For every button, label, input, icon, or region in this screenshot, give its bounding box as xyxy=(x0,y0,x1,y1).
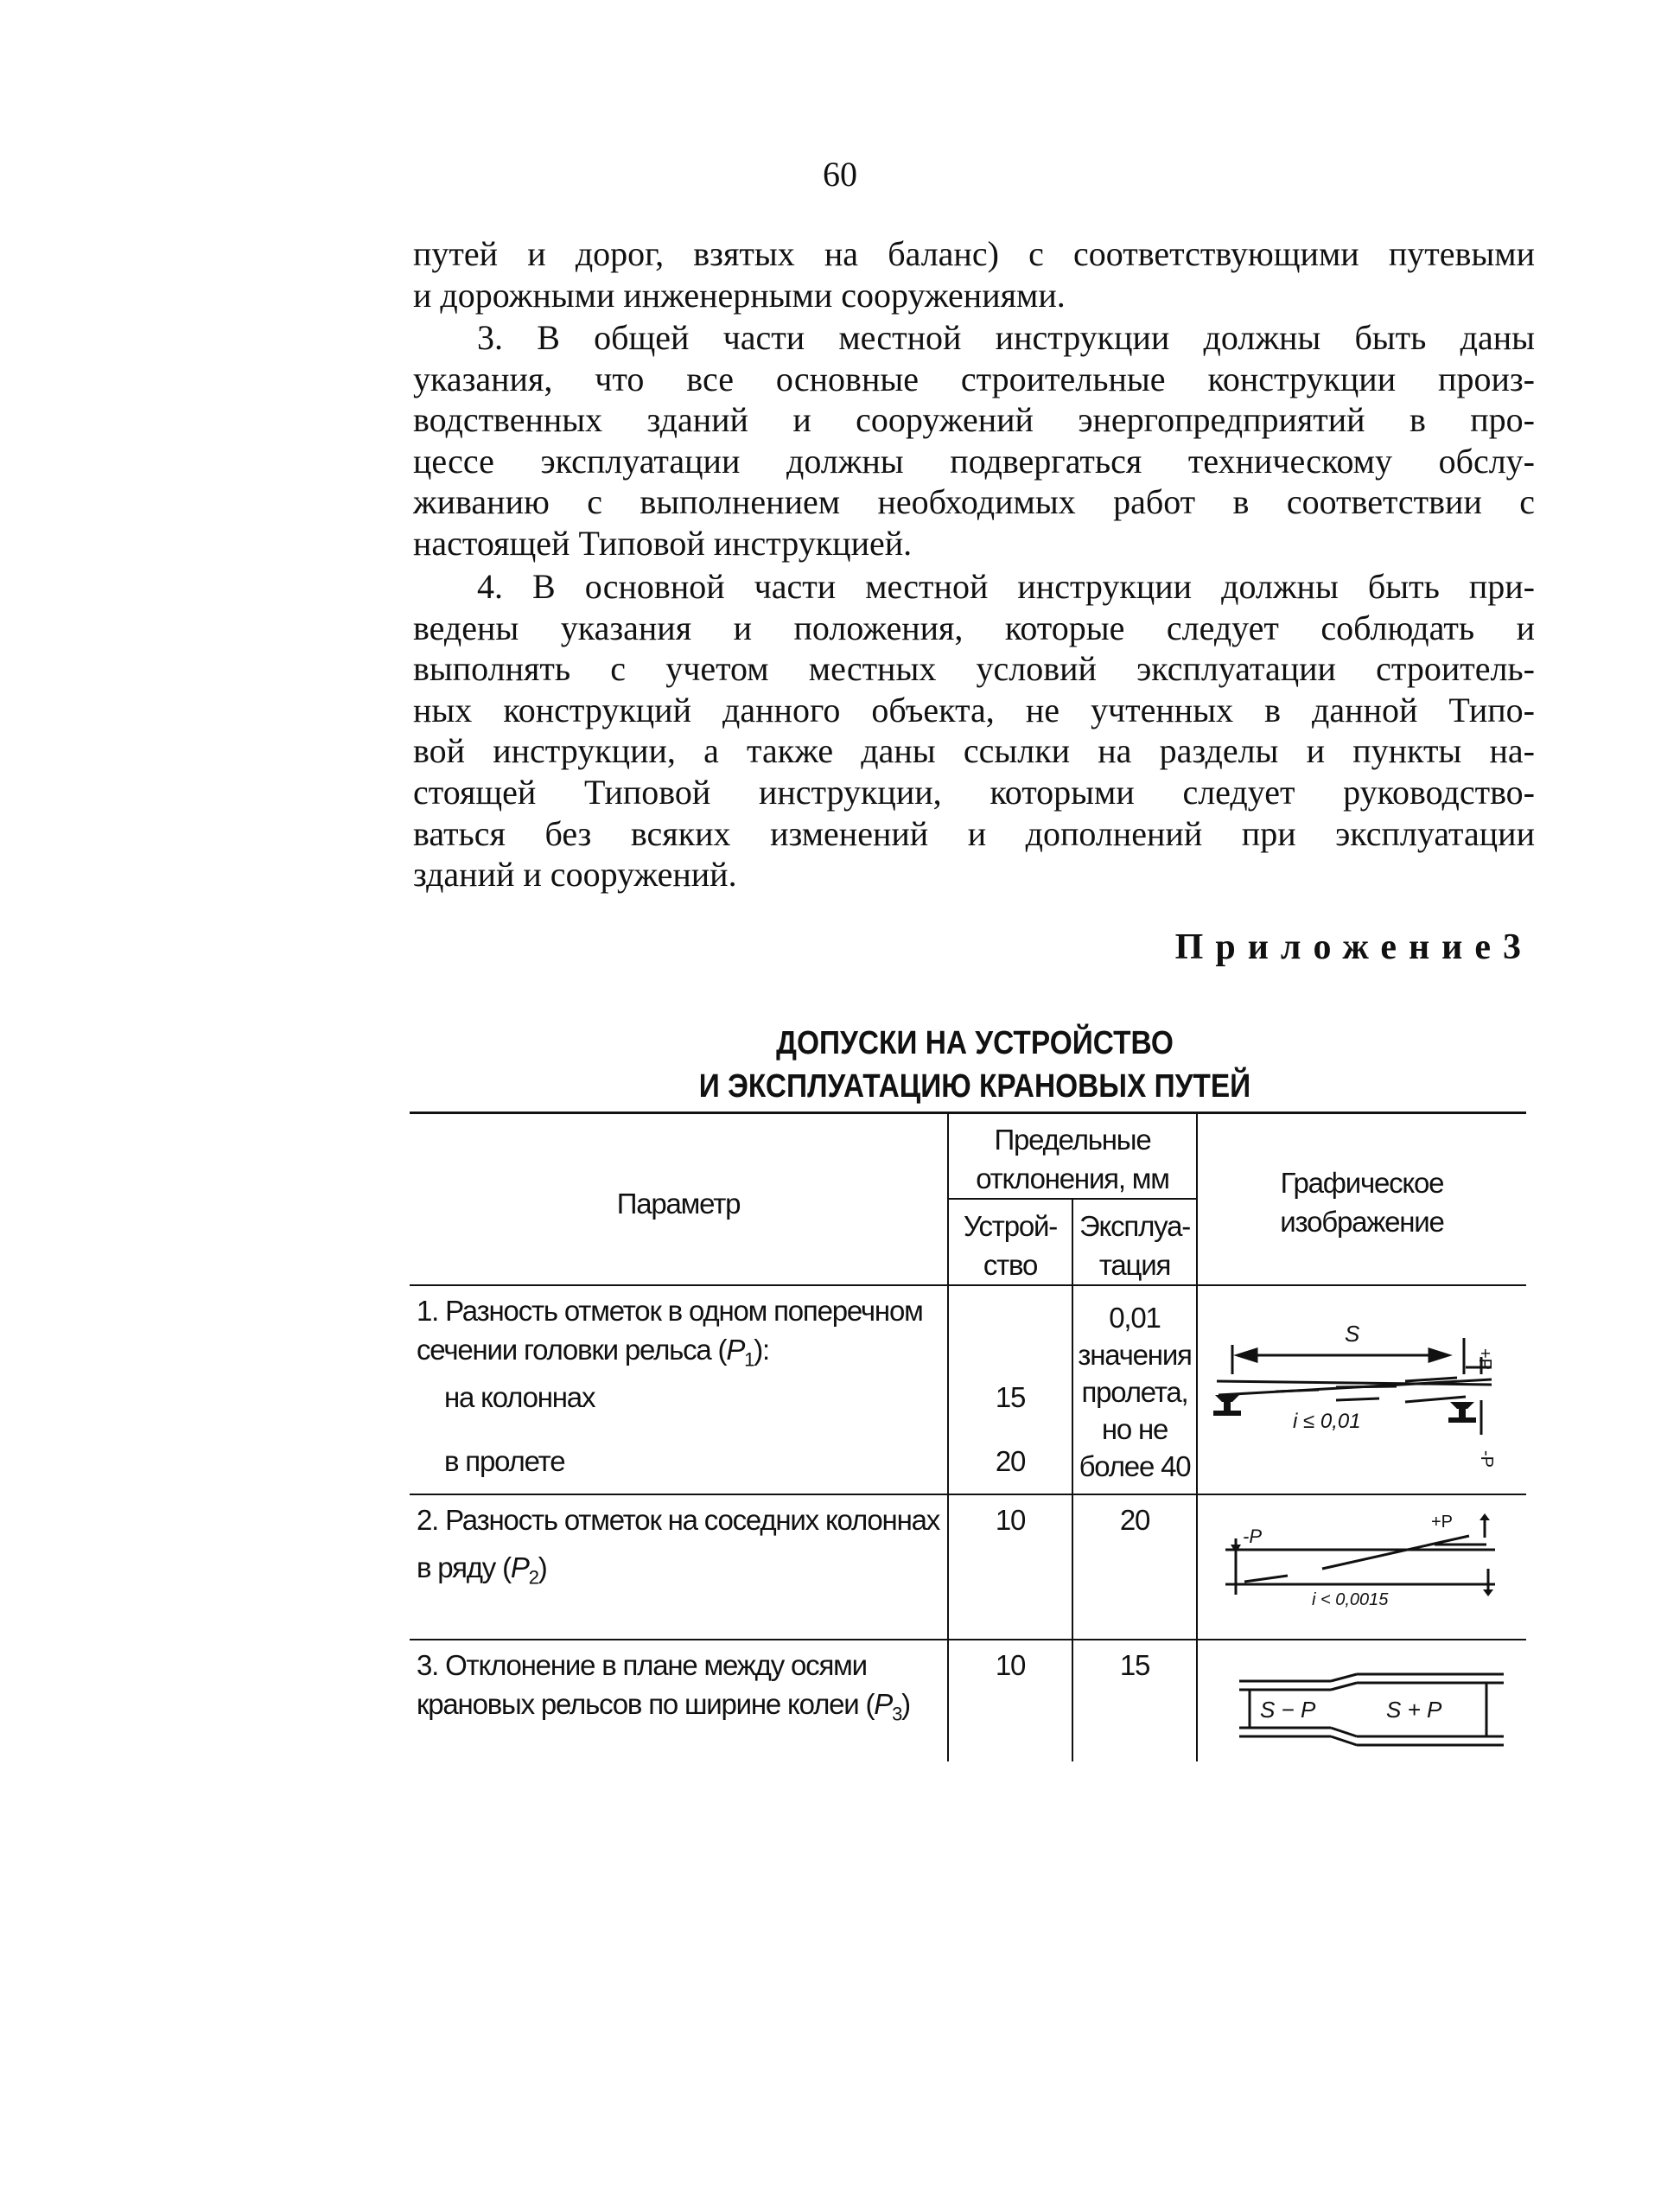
row-2-diagram-right-label: +P xyxy=(1431,1513,1454,1532)
header-install-line: ство xyxy=(983,1249,1038,1281)
row-3-diagram xyxy=(1227,1664,1521,1768)
row-2-operation: 20 xyxy=(1119,1504,1150,1536)
text-line: указания, что все основные строительные конструкции произ- xyxy=(413,359,1535,398)
paragraph-item-3 xyxy=(413,317,1535,564)
text-line: настоящей Типовой инструкцией. xyxy=(413,523,913,563)
text-line: вой инструкции, а также даны ссылки на разделы и пункты на- xyxy=(413,731,1535,771)
row-2-parameter-line: 2. Разность отметок на соседних колоннах xyxy=(417,1504,940,1536)
row-2-install: 10 xyxy=(995,1504,1026,1536)
row-1-operation-line: 0,01 xyxy=(1109,1302,1161,1334)
text-line: живанию с выполнением необходимых работ в соответствии с xyxy=(413,482,1535,522)
row-1-operation-line: но не xyxy=(1101,1413,1168,1445)
header-limits-line: Предельные xyxy=(994,1124,1151,1156)
row-1-sub-item-span: в пролете xyxy=(444,1445,565,1477)
row-1-parameter xyxy=(417,1291,945,1379)
header-install xyxy=(949,1207,1072,1284)
row-2-parameter xyxy=(417,1500,945,1597)
row-1-symbol: P xyxy=(726,1334,745,1366)
table-row-rule xyxy=(410,1494,1526,1495)
row-1-symbol-sub: 1 xyxy=(744,1348,754,1371)
row-3-operation: 15 xyxy=(1119,1649,1150,1681)
table-title-line: И ЭКСПЛУАТАЦИЮ КРАНОВЫХ ПУТЕЙ xyxy=(698,1068,1251,1105)
row-2-parameter-line-2 xyxy=(417,1548,945,1597)
row-1-diagram xyxy=(1206,1305,1526,1487)
row-1-parameter-tail: ): xyxy=(754,1334,769,1366)
table-top-rule xyxy=(410,1112,1526,1114)
row-3-parameter-line-2 xyxy=(417,1685,945,1734)
header-limits xyxy=(949,1120,1196,1198)
text-line: выполнять с учетом местных условий эксплуатации строитель- xyxy=(413,649,1535,689)
header-operation-line: Эксплуа- xyxy=(1079,1210,1191,1242)
row-1-parameter-text: сечении головки рельса ( xyxy=(417,1334,727,1366)
row-1-diagram-slope-label: i ≤ 0,01 xyxy=(1293,1410,1361,1433)
row-1-operation-line: пролета, xyxy=(1081,1376,1188,1408)
row-1-install-columns: 15 xyxy=(995,1381,1026,1413)
row-3-parameter-line: 3. Отклонение в плане между осями xyxy=(417,1649,867,1681)
paragraph-continuation xyxy=(413,233,1535,315)
row-1-operation xyxy=(1073,1299,1196,1485)
row-3-parameter-tail: ) xyxy=(901,1688,910,1720)
row-1-diagram-top-label: +P xyxy=(1475,1348,1494,1371)
text-line: ваться без всяких изменений и дополнений при эксплуатации xyxy=(413,813,1535,853)
text-line: путей и дорог, взятых на баланс) с соответствующими путевыми xyxy=(413,234,1535,273)
row-2-diagram-slope-label: i < 0,0015 xyxy=(1312,1590,1389,1609)
row-1-parameter-line: 1. Разность отметок в одном поперечном xyxy=(417,1295,923,1327)
text-line: 4. В основной части местной инструкции должны быть при- xyxy=(477,567,1535,606)
table-row-rule xyxy=(410,1639,1526,1640)
row-3-diagram-right-label: S + P xyxy=(1386,1697,1442,1723)
text-line: цессе эксплуатации должны подвергаться техническому обслу- xyxy=(413,441,1535,481)
text-line: ных конструкций данного объекта, не учтенных в данной Типо- xyxy=(413,690,1535,729)
appendix-label: Приложение3 xyxy=(1174,927,1533,967)
header-graphic-line: изображение xyxy=(1280,1206,1444,1238)
header-install-line: Устрой- xyxy=(963,1210,1058,1242)
row-3-diagram-left-label: S − P xyxy=(1260,1697,1316,1723)
table-header-rule xyxy=(410,1284,1526,1286)
row-3-parameter-text: крановых рельсов по ширине колеи ( xyxy=(417,1688,875,1720)
header-operation xyxy=(1073,1207,1196,1284)
row-1-diagram-span-label: S xyxy=(1345,1321,1360,1347)
header-parameter: Параметр xyxy=(616,1188,741,1220)
row-2-symbol-sub: 2 xyxy=(528,1566,538,1589)
row-2-parameter-text: в ряду ( xyxy=(417,1551,511,1583)
table-title-line: ДОПУСКИ НА УСТРОЙСТВО xyxy=(776,1025,1174,1061)
text-line: стоящей Типовой инструкции, которыми следует руководство- xyxy=(413,772,1535,812)
row-2-symbol: P xyxy=(510,1551,529,1583)
paragraph-item-4 xyxy=(413,566,1535,895)
row-3-install: 10 xyxy=(995,1649,1026,1681)
row-2-parameter-tail: ) xyxy=(538,1551,547,1583)
row-1-operation-line: значения xyxy=(1078,1339,1192,1371)
row-1-install-span: 20 xyxy=(995,1445,1026,1477)
row-1-parameter-line-2 xyxy=(417,1330,945,1379)
text-line: водственных зданий и сооружений энергопредприятий в про- xyxy=(413,400,1535,440)
header-limits-line: отклонения, мм xyxy=(976,1163,1169,1194)
row-3-symbol-sub: 3 xyxy=(892,1703,902,1725)
row-2-diagram-left-label: -P xyxy=(1243,1526,1262,1547)
row-3-parameter xyxy=(417,1646,945,1734)
table-title xyxy=(480,1022,1469,1108)
text-line: ведены указания и положения, которые следует соблюдать и xyxy=(413,608,1535,647)
page-number: 60 xyxy=(823,155,857,194)
text-line: зданий и сооружений. xyxy=(413,855,737,895)
header-graphic xyxy=(1198,1163,1526,1241)
header-graphic-line: Графическое xyxy=(1280,1167,1444,1199)
text-line: 3. В общей части местной инструкции должны быть даны xyxy=(477,318,1535,357)
row-1-operation-line: более 40 xyxy=(1079,1450,1191,1482)
row-1-diagram-bottom-label: -P xyxy=(1477,1450,1496,1468)
row-3-symbol: P xyxy=(874,1688,893,1720)
row-1-sub-item-columns: на колоннах xyxy=(444,1381,595,1413)
text-line: и дорожными инженерными сооружениями. xyxy=(413,275,1066,315)
row-2-diagram xyxy=(1219,1508,1512,1629)
header-operation-line: тация xyxy=(1098,1249,1171,1281)
